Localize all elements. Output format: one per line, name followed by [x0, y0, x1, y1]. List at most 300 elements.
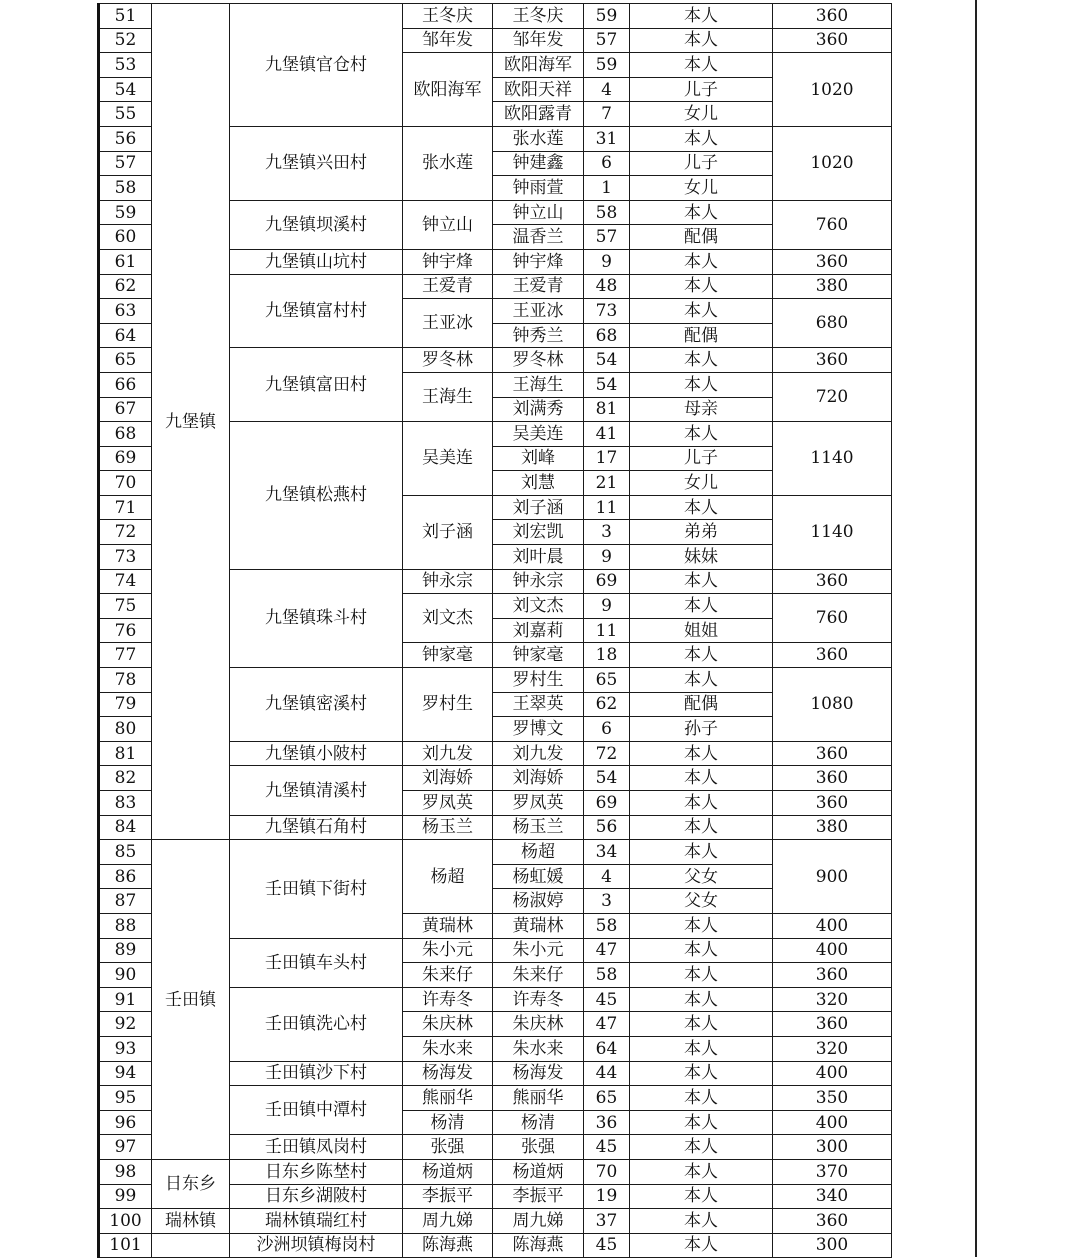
relation-cell: 母亲 — [630, 397, 773, 422]
member-name-cell: 杨超 — [493, 840, 584, 865]
household-head-cell: 王爱青 — [403, 274, 493, 299]
relation-cell: 本人 — [630, 1135, 773, 1160]
relation-cell: 本人 — [630, 569, 773, 594]
household-head-cell: 钟宇烽 — [403, 249, 493, 274]
member-name-cell: 温香兰 — [493, 225, 584, 250]
row-number-cell: 101 — [99, 1233, 152, 1258]
age-cell: 44 — [584, 1061, 630, 1086]
age-cell: 19 — [584, 1184, 630, 1209]
age-cell: 69 — [584, 791, 630, 816]
relation-cell: 儿子 — [630, 446, 773, 471]
row-number-cell: 91 — [99, 987, 152, 1012]
member-name-cell: 朱来仔 — [493, 963, 584, 988]
household-head-cell: 罗村生 — [403, 668, 493, 742]
relation-cell: 本人 — [630, 1184, 773, 1209]
member-name-cell: 钟永宗 — [493, 569, 584, 594]
row-number-cell: 63 — [99, 299, 152, 324]
row-number-cell: 67 — [99, 397, 152, 422]
age-cell: 48 — [584, 274, 630, 299]
age-cell: 47 — [584, 1012, 630, 1037]
village-cell: 九堡镇官仓村 — [230, 4, 403, 127]
relation-cell: 本人 — [630, 913, 773, 938]
amount-cell: 760 — [773, 594, 892, 643]
row-number-cell: 73 — [99, 545, 152, 570]
age-cell: 41 — [584, 422, 630, 447]
household-head-cell: 熊丽华 — [403, 1086, 493, 1111]
relation-cell: 本人 — [630, 495, 773, 520]
member-name-cell: 欧阳天祥 — [493, 77, 584, 102]
age-cell: 37 — [584, 1209, 630, 1234]
relation-cell: 儿子 — [630, 77, 773, 102]
member-name-cell: 李振平 — [493, 1184, 584, 1209]
household-head-cell: 刘子涵 — [403, 495, 493, 569]
relation-cell: 本人 — [630, 4, 773, 29]
amount-cell: 320 — [773, 1036, 892, 1061]
amount-cell: 320 — [773, 987, 892, 1012]
row-number-cell: 88 — [99, 913, 152, 938]
household-head-cell: 张水莲 — [403, 126, 493, 200]
member-name-cell: 刘慧 — [493, 471, 584, 496]
row-number-cell: 99 — [99, 1184, 152, 1209]
amount-cell: 400 — [773, 1110, 892, 1135]
member-name-cell: 杨清 — [493, 1110, 584, 1135]
age-cell: 54 — [584, 372, 630, 397]
row-number-cell: 83 — [99, 791, 152, 816]
relation-cell: 本人 — [630, 126, 773, 151]
relation-cell: 本人 — [630, 840, 773, 865]
row-number-cell: 51 — [99, 4, 152, 29]
member-name-cell: 朱水来 — [493, 1036, 584, 1061]
amount-cell: 360 — [773, 643, 892, 668]
member-name-cell: 刘嘉莉 — [493, 618, 584, 643]
row-number-cell: 58 — [99, 176, 152, 201]
village-cell: 壬田镇凤岗村 — [230, 1135, 403, 1160]
household-head-cell: 钟家毫 — [403, 643, 493, 668]
table-row — [99, 1159, 892, 1184]
relation-cell: 本人 — [630, 643, 773, 668]
age-cell: 4 — [584, 77, 630, 102]
relation-cell: 本人 — [630, 987, 773, 1012]
household-head-cell: 许寿冬 — [403, 987, 493, 1012]
village-cell: 九堡镇兴田村 — [230, 126, 403, 200]
row-number-cell: 56 — [99, 126, 152, 151]
age-cell: 18 — [584, 643, 630, 668]
row-number-cell: 65 — [99, 348, 152, 373]
age-cell: 21 — [584, 471, 630, 496]
member-name-cell: 吴美连 — [493, 422, 584, 447]
row-number-cell: 89 — [99, 938, 152, 963]
household-head-cell: 欧阳海军 — [403, 53, 493, 127]
village-cell: 壬田镇洗心村 — [230, 987, 403, 1061]
row-number-cell: 86 — [99, 864, 152, 889]
row-number-cell: 92 — [99, 1012, 152, 1037]
relation-cell: 本人 — [630, 1012, 773, 1037]
household-head-cell: 罗凤英 — [403, 791, 493, 816]
row-number-cell: 95 — [99, 1086, 152, 1111]
household-head-cell: 杨清 — [403, 1110, 493, 1135]
village-cell: 日东乡陈埜村 — [230, 1159, 403, 1184]
relation-cell: 配偶 — [630, 323, 773, 348]
village-cell: 九堡镇石角村 — [230, 815, 403, 840]
household-head-cell: 朱小元 — [403, 938, 493, 963]
row-number-cell: 53 — [99, 53, 152, 78]
age-cell: 45 — [584, 1233, 630, 1258]
household-head-cell: 周九娣 — [403, 1209, 493, 1234]
household-head-cell: 朱庆林 — [403, 1012, 493, 1037]
village-cell: 沙洲坝镇梅岗村 — [230, 1233, 403, 1258]
amount-cell: 360 — [773, 28, 892, 53]
member-name-cell: 张强 — [493, 1135, 584, 1160]
town-cell — [152, 1233, 230, 1258]
amount-cell: 1140 — [773, 422, 892, 496]
row-number-cell: 81 — [99, 741, 152, 766]
relation-cell: 本人 — [630, 1209, 773, 1234]
member-name-cell: 刘峰 — [493, 446, 584, 471]
village-cell: 日东乡湖陂村 — [230, 1184, 403, 1209]
row-number-cell: 77 — [99, 643, 152, 668]
relation-cell: 弟弟 — [630, 520, 773, 545]
amount-cell: 360 — [773, 766, 892, 791]
member-name-cell: 杨玉兰 — [493, 815, 584, 840]
member-name-cell: 邹年发 — [493, 28, 584, 53]
age-cell: 6 — [584, 717, 630, 742]
age-cell: 57 — [584, 225, 630, 250]
member-name-cell: 王亚冰 — [493, 299, 584, 324]
member-name-cell: 钟建鑫 — [493, 151, 584, 176]
relation-cell: 本人 — [630, 1110, 773, 1135]
amount-cell: 1080 — [773, 668, 892, 742]
member-name-cell: 罗冬林 — [493, 348, 584, 373]
age-cell: 62 — [584, 692, 630, 717]
household-head-cell: 黄瑞林 — [403, 913, 493, 938]
row-number-cell: 97 — [99, 1135, 152, 1160]
member-name-cell: 罗博文 — [493, 717, 584, 742]
row-number-cell: 93 — [99, 1036, 152, 1061]
amount-cell: 360 — [773, 569, 892, 594]
amount-cell: 360 — [773, 741, 892, 766]
row-number-cell: 100 — [99, 1209, 152, 1234]
amount-cell: 360 — [773, 963, 892, 988]
age-cell: 4 — [584, 864, 630, 889]
row-number-cell: 66 — [99, 372, 152, 397]
row-number-cell: 71 — [99, 495, 152, 520]
age-cell: 69 — [584, 569, 630, 594]
village-cell: 九堡镇小陂村 — [230, 741, 403, 766]
table-row — [99, 840, 892, 865]
relation-cell: 本人 — [630, 1159, 773, 1184]
relation-cell: 本人 — [630, 963, 773, 988]
village-cell: 九堡镇山坑村 — [230, 249, 403, 274]
row-number-cell: 59 — [99, 200, 152, 225]
member-name-cell: 杨淑婷 — [493, 889, 584, 914]
age-cell: 1 — [584, 176, 630, 201]
row-number-cell: 69 — [99, 446, 152, 471]
village-cell: 壬田镇车头村 — [230, 938, 403, 987]
age-cell: 58 — [584, 200, 630, 225]
amount-cell: 680 — [773, 299, 892, 348]
age-cell: 59 — [584, 53, 630, 78]
row-number-cell: 68 — [99, 422, 152, 447]
age-cell: 36 — [584, 1110, 630, 1135]
member-name-cell: 张水莲 — [493, 126, 584, 151]
age-cell: 45 — [584, 987, 630, 1012]
age-cell: 58 — [584, 963, 630, 988]
age-cell: 31 — [584, 126, 630, 151]
age-cell: 47 — [584, 938, 630, 963]
age-cell: 65 — [584, 668, 630, 693]
member-name-cell: 钟家毫 — [493, 643, 584, 668]
member-name-cell: 钟秀兰 — [493, 323, 584, 348]
age-cell: 9 — [584, 249, 630, 274]
relation-cell: 本人 — [630, 741, 773, 766]
age-cell: 6 — [584, 151, 630, 176]
village-cell: 九堡镇松燕村 — [230, 422, 403, 570]
age-cell: 65 — [584, 1086, 630, 1111]
household-head-cell: 钟立山 — [403, 200, 493, 249]
member-name-cell: 钟雨萱 — [493, 176, 584, 201]
row-number-cell: 62 — [99, 274, 152, 299]
amount-cell: 300 — [773, 1233, 892, 1258]
village-cell: 九堡镇珠斗村 — [230, 569, 403, 667]
age-cell: 73 — [584, 299, 630, 324]
amount-cell: 380 — [773, 815, 892, 840]
age-cell: 68 — [584, 323, 630, 348]
row-number-cell: 75 — [99, 594, 152, 619]
relation-cell: 本人 — [630, 1061, 773, 1086]
row-number-cell: 85 — [99, 840, 152, 865]
row-number-cell: 94 — [99, 1061, 152, 1086]
member-name-cell: 王爱青 — [493, 274, 584, 299]
member-name-cell: 黄瑞林 — [493, 913, 584, 938]
age-cell: 34 — [584, 840, 630, 865]
member-name-cell: 朱庆林 — [493, 1012, 584, 1037]
age-cell: 3 — [584, 889, 630, 914]
amount-cell: 360 — [773, 4, 892, 29]
amount-cell: 360 — [773, 791, 892, 816]
member-name-cell: 罗凤英 — [493, 791, 584, 816]
household-head-cell: 朱来仔 — [403, 963, 493, 988]
amount-cell: 300 — [773, 1135, 892, 1160]
town-cell: 九堡镇 — [152, 4, 230, 840]
row-number-cell: 70 — [99, 471, 152, 496]
member-name-cell: 钟宇烽 — [493, 249, 584, 274]
row-number-cell: 82 — [99, 766, 152, 791]
row-number-cell: 87 — [99, 889, 152, 914]
village-cell: 九堡镇密溪村 — [230, 668, 403, 742]
household-head-cell: 张强 — [403, 1135, 493, 1160]
relation-cell: 本人 — [630, 53, 773, 78]
relation-cell: 女儿 — [630, 102, 773, 127]
row-number-cell: 76 — [99, 618, 152, 643]
age-cell: 45 — [584, 1135, 630, 1160]
age-cell: 11 — [584, 618, 630, 643]
household-head-cell: 刘九发 — [403, 741, 493, 766]
household-head-cell: 王海生 — [403, 372, 493, 421]
age-cell: 17 — [584, 446, 630, 471]
row-number-cell: 61 — [99, 249, 152, 274]
relation-cell: 本人 — [630, 1036, 773, 1061]
village-cell: 九堡镇富田村 — [230, 348, 403, 422]
village-cell: 九堡镇坝溪村 — [230, 200, 403, 249]
relation-cell: 孙子 — [630, 717, 773, 742]
member-name-cell: 罗村生 — [493, 668, 584, 693]
relation-cell: 本人 — [630, 249, 773, 274]
household-head-cell: 朱水来 — [403, 1036, 493, 1061]
member-name-cell: 刘叶晨 — [493, 545, 584, 570]
village-cell: 九堡镇富村村 — [230, 274, 403, 348]
village-cell: 壬田镇下街村 — [230, 840, 403, 938]
amount-cell: 360 — [773, 1012, 892, 1037]
village-cell: 壬田镇中潭村 — [230, 1086, 403, 1135]
relation-cell: 本人 — [630, 372, 773, 397]
amount-cell: 720 — [773, 372, 892, 421]
relation-cell: 本人 — [630, 1233, 773, 1258]
member-name-cell: 杨道炳 — [493, 1159, 584, 1184]
member-name-cell: 刘九发 — [493, 741, 584, 766]
row-number-cell: 78 — [99, 668, 152, 693]
member-name-cell: 钟立山 — [493, 200, 584, 225]
row-number-cell: 79 — [99, 692, 152, 717]
member-name-cell: 王翠英 — [493, 692, 584, 717]
relation-cell: 本人 — [630, 668, 773, 693]
town-cell: 瑞林镇 — [152, 1209, 230, 1234]
age-cell: 59 — [584, 4, 630, 29]
amount-cell: 370 — [773, 1159, 892, 1184]
relation-cell: 本人 — [630, 422, 773, 447]
town-cell: 日东乡 — [152, 1159, 230, 1208]
member-name-cell: 刘宏凯 — [493, 520, 584, 545]
member-name-cell: 刘海娇 — [493, 766, 584, 791]
relation-cell: 父女 — [630, 864, 773, 889]
village-cell: 瑞林镇瑞红村 — [230, 1209, 403, 1234]
relation-cell: 女儿 — [630, 176, 773, 201]
relation-cell: 配偶 — [630, 225, 773, 250]
member-name-cell: 杨虹媛 — [493, 864, 584, 889]
row-number-cell: 74 — [99, 569, 152, 594]
town-cell: 壬田镇 — [152, 840, 230, 1160]
relation-cell: 本人 — [630, 815, 773, 840]
member-name-cell: 朱小元 — [493, 938, 584, 963]
amount-cell: 1020 — [773, 53, 892, 127]
amount-cell: 360 — [773, 348, 892, 373]
age-cell: 9 — [584, 594, 630, 619]
amount-cell: 1020 — [773, 126, 892, 200]
relation-cell: 本人 — [630, 299, 773, 324]
row-number-cell: 60 — [99, 225, 152, 250]
amount-cell: 760 — [773, 200, 892, 249]
relation-cell: 本人 — [630, 274, 773, 299]
village-cell: 壬田镇沙下村 — [230, 1061, 403, 1086]
row-number-cell: 55 — [99, 102, 152, 127]
amount-cell: 1140 — [773, 495, 892, 569]
household-head-cell: 邹年发 — [403, 28, 493, 53]
row-number-cell: 98 — [99, 1159, 152, 1184]
row-number-cell: 84 — [99, 815, 152, 840]
age-cell: 54 — [584, 766, 630, 791]
age-cell: 57 — [584, 28, 630, 53]
age-cell: 72 — [584, 741, 630, 766]
relation-cell: 妹妹 — [630, 545, 773, 570]
member-name-cell: 周九娣 — [493, 1209, 584, 1234]
member-name-cell: 欧阳露青 — [493, 102, 584, 127]
member-name-cell: 欧阳海军 — [493, 53, 584, 78]
household-head-cell: 刘海娇 — [403, 766, 493, 791]
relation-cell: 本人 — [630, 938, 773, 963]
member-name-cell: 陈海燕 — [493, 1233, 584, 1258]
row-number-cell: 57 — [99, 151, 152, 176]
relation-cell: 本人 — [630, 348, 773, 373]
age-cell: 70 — [584, 1159, 630, 1184]
amount-cell: 900 — [773, 840, 892, 914]
member-name-cell: 王海生 — [493, 372, 584, 397]
amount-cell: 380 — [773, 274, 892, 299]
relation-cell: 本人 — [630, 28, 773, 53]
relation-cell: 本人 — [630, 1086, 773, 1111]
amount-cell: 360 — [773, 1209, 892, 1234]
table-row — [99, 1233, 892, 1258]
relation-cell: 女儿 — [630, 471, 773, 496]
household-head-cell: 陈海燕 — [403, 1233, 493, 1258]
household-head-cell: 刘文杰 — [403, 594, 493, 643]
table-row — [99, 4, 892, 29]
household-head-cell: 吴美连 — [403, 422, 493, 496]
household-head-cell: 李振平 — [403, 1184, 493, 1209]
relation-cell: 姐姐 — [630, 618, 773, 643]
row-number-cell: 72 — [99, 520, 152, 545]
household-head-cell: 钟永宗 — [403, 569, 493, 594]
age-cell: 11 — [584, 495, 630, 520]
relief-roster-table — [97, 3, 892, 1258]
member-name-cell: 许寿冬 — [493, 987, 584, 1012]
age-cell: 64 — [584, 1036, 630, 1061]
row-number-cell: 54 — [99, 77, 152, 102]
amount-cell: 340 — [773, 1184, 892, 1209]
row-number-cell: 80 — [99, 717, 152, 742]
household-head-cell: 王冬庆 — [403, 4, 493, 29]
age-cell: 7 — [584, 102, 630, 127]
household-head-cell: 杨超 — [403, 840, 493, 914]
age-cell: 54 — [584, 348, 630, 373]
roster-body — [99, 4, 892, 1258]
household-head-cell: 王亚冰 — [403, 299, 493, 348]
relation-cell: 儿子 — [630, 151, 773, 176]
member-name-cell: 王冬庆 — [493, 4, 584, 29]
table-row — [99, 1209, 892, 1234]
household-head-cell: 杨海发 — [403, 1061, 493, 1086]
page-right-rule — [975, 0, 977, 1257]
member-name-cell: 刘满秀 — [493, 397, 584, 422]
age-cell: 81 — [584, 397, 630, 422]
row-number-cell: 90 — [99, 963, 152, 988]
age-cell: 9 — [584, 545, 630, 570]
member-name-cell: 杨海发 — [493, 1061, 584, 1086]
relation-cell: 配偶 — [630, 692, 773, 717]
age-cell: 3 — [584, 520, 630, 545]
household-head-cell: 罗冬林 — [403, 348, 493, 373]
amount-cell: 400 — [773, 913, 892, 938]
amount-cell: 400 — [773, 1061, 892, 1086]
relation-cell: 本人 — [630, 200, 773, 225]
relation-cell: 本人 — [630, 594, 773, 619]
relation-cell: 本人 — [630, 766, 773, 791]
amount-cell: 350 — [773, 1086, 892, 1111]
household-head-cell: 杨道炳 — [403, 1159, 493, 1184]
amount-cell: 360 — [773, 249, 892, 274]
member-name-cell: 刘子涵 — [493, 495, 584, 520]
row-number-cell: 52 — [99, 28, 152, 53]
age-cell: 58 — [584, 913, 630, 938]
row-number-cell: 64 — [99, 323, 152, 348]
